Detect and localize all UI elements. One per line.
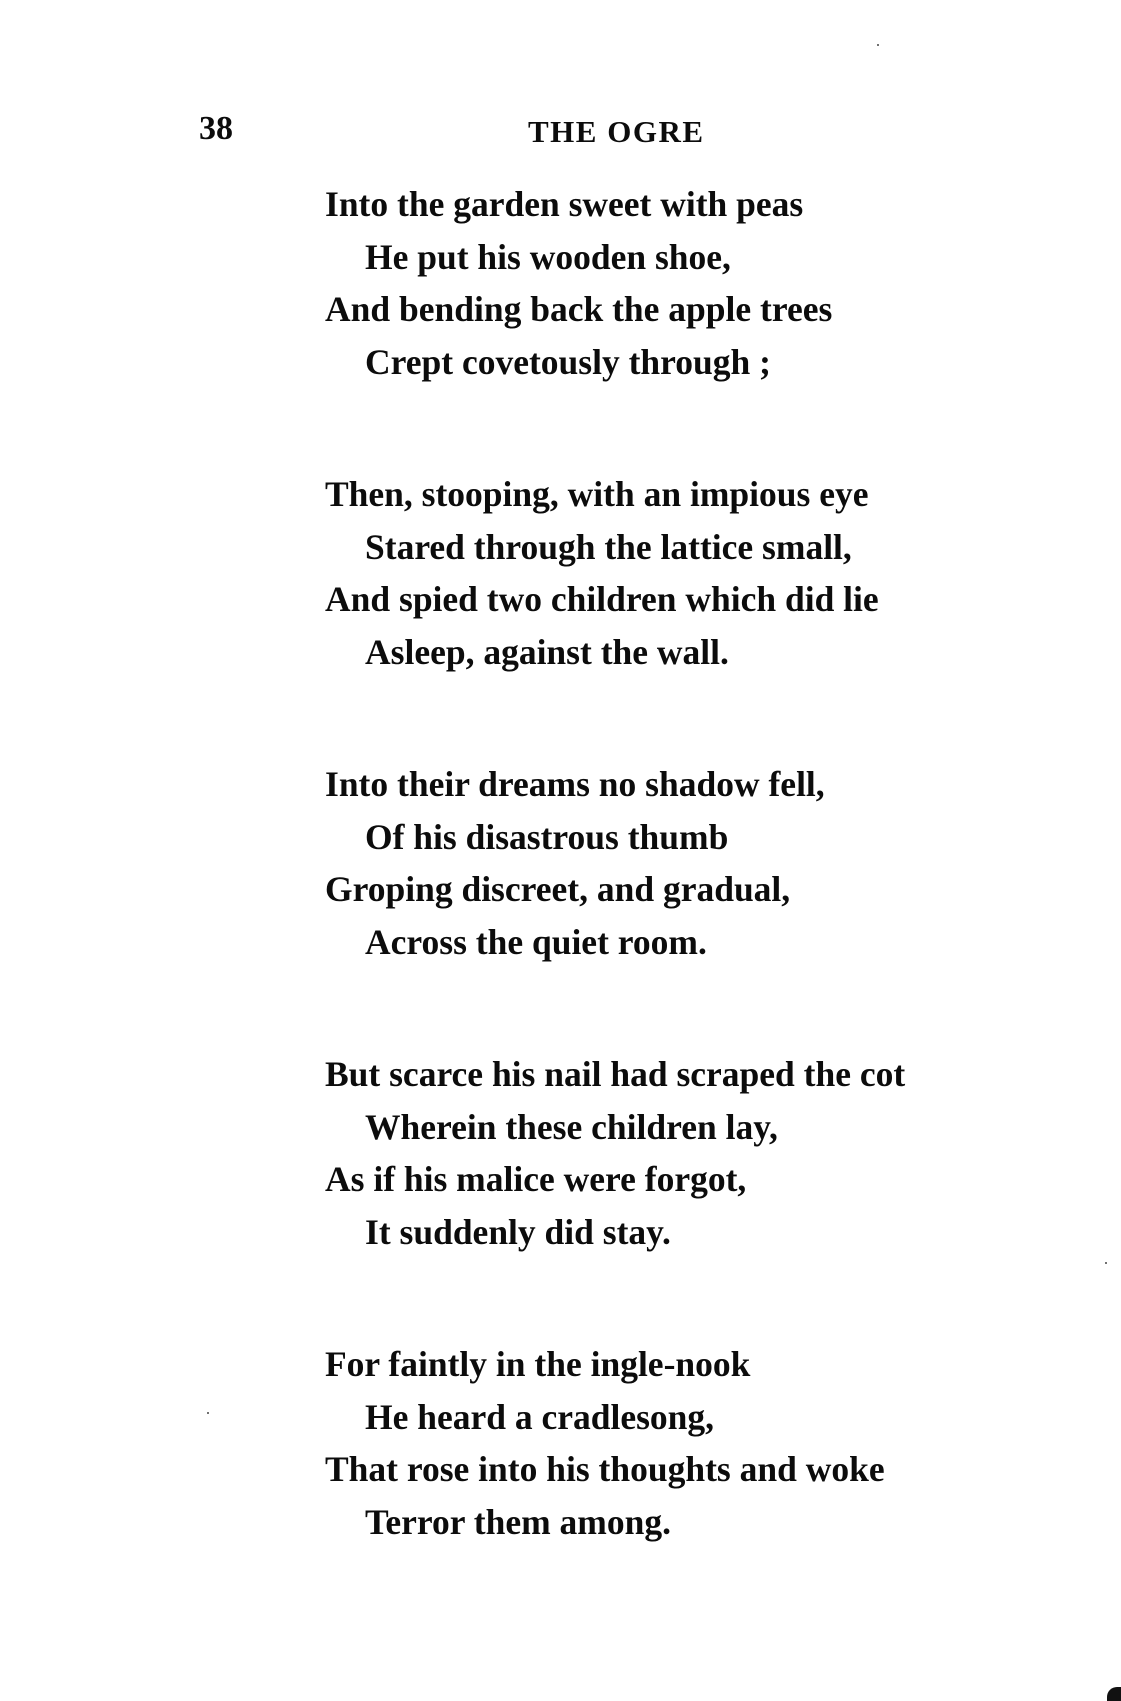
poem-line: Terror them among. bbox=[365, 1501, 671, 1542]
poem-line: As if his malice were forgot, bbox=[325, 1159, 747, 1199]
poem-line: Then, stooping, with an impious eye bbox=[325, 474, 869, 514]
poem-line: For faintly in the ingle-nook bbox=[325, 1344, 751, 1384]
poem-line: Crept covetously through ; bbox=[365, 341, 771, 382]
poem-line: Asleep, against the wall. bbox=[365, 631, 729, 672]
poem-line: Into the garden sweet with peas bbox=[325, 184, 804, 224]
poem-line: Wherein these children lay, bbox=[365, 1106, 778, 1147]
scan-speck bbox=[1105, 1262, 1107, 1264]
poem-line: And bending back the apple trees bbox=[325, 289, 833, 329]
poem-line: Groping discreet, and gradual, bbox=[325, 869, 791, 909]
stanza-2 bbox=[325, 468, 1085, 758]
poem bbox=[325, 178, 1085, 1628]
running-title: THE OGRE bbox=[528, 114, 705, 149]
stanza-5 bbox=[325, 1338, 1085, 1628]
stanza-3 bbox=[325, 758, 1085, 1048]
scan-speck bbox=[877, 44, 879, 46]
scan-speck bbox=[207, 1412, 209, 1414]
poem-line: But scarce his nail had scraped the cot bbox=[325, 1054, 906, 1094]
poem-line: Of his disastrous thumb bbox=[365, 816, 729, 857]
poem-line: Into their dreams no shadow fell, bbox=[325, 764, 825, 804]
poem-line: Across the quiet room. bbox=[365, 921, 707, 962]
poem-line: He put his wooden shoe, bbox=[365, 236, 731, 277]
page-number: 38 bbox=[199, 110, 233, 147]
poem-line: That rose into his thoughts and woke bbox=[325, 1449, 885, 1489]
poem-line: And spied two children which did lie bbox=[325, 579, 879, 619]
scan-corner-mark bbox=[1107, 1687, 1121, 1701]
poem-line: It suddenly did stay. bbox=[365, 1211, 671, 1252]
stanza-1 bbox=[325, 178, 1085, 468]
stanza-4 bbox=[325, 1048, 1085, 1338]
poem-line: Stared through the lattice small, bbox=[365, 526, 852, 567]
poem-line: He heard a cradlesong, bbox=[365, 1396, 715, 1437]
